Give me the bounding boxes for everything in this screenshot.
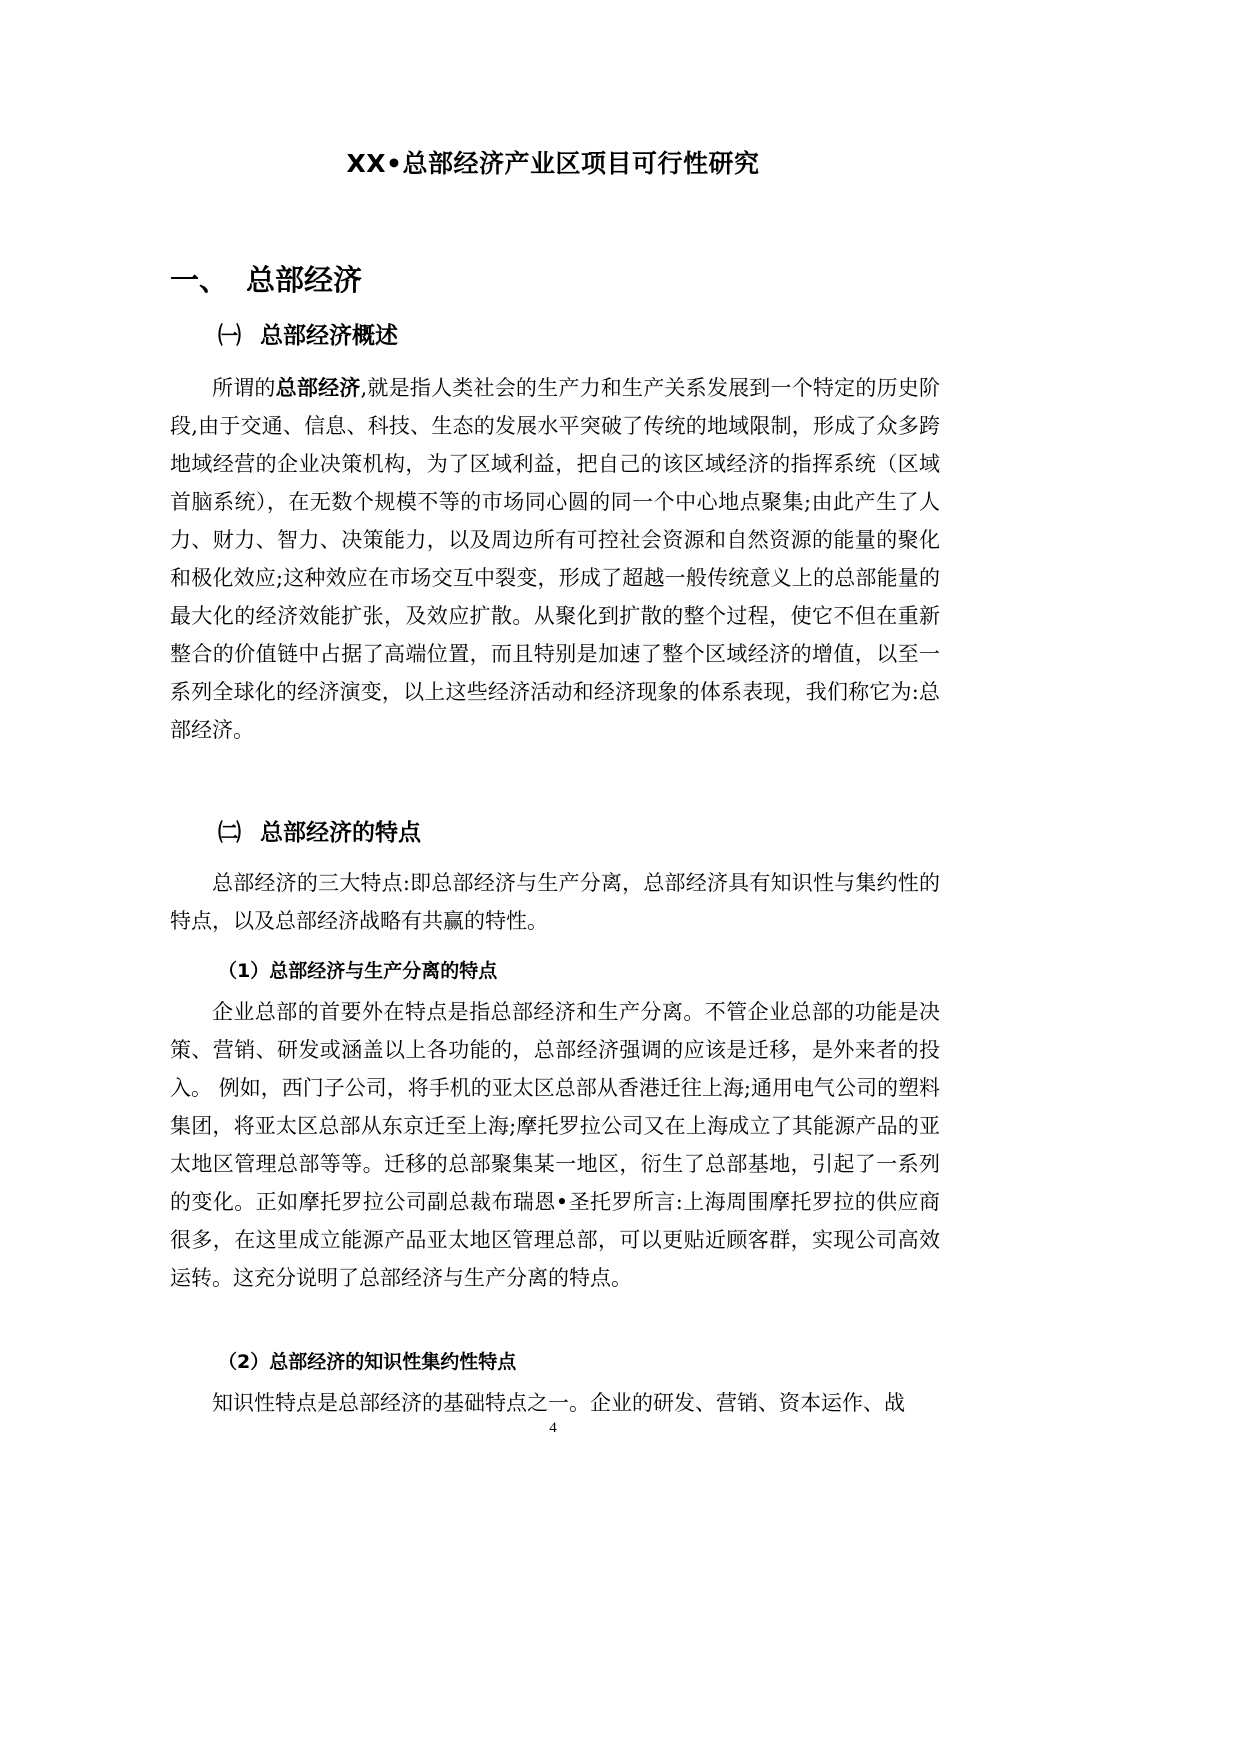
paragraph-lead: 所谓的	[212, 376, 276, 400]
section-heading-features	[218, 815, 421, 851]
chapter-heading	[170, 258, 362, 302]
section-number: ㈠	[218, 323, 241, 349]
subsection-heading-knowledge: （2）总部经济的知识性集约性特点	[218, 1351, 517, 1373]
chapter-title: 总部经济	[246, 263, 363, 297]
overview-paragraph	[170, 369, 940, 749]
subsection-heading-separation: （1）总部经济与生产分离的特点	[218, 960, 498, 982]
chapter-number: 一、	[170, 263, 229, 297]
page-number: 4	[549, 1420, 557, 1436]
knowledge-paragraph: 知识性特点是总部经济的基础特点之一。企业的研发、营销、资本运作、战	[212, 1391, 905, 1415]
paragraph-text: ,就是指人类社会的生产力和生产关系发展到一个特定的历史阶段,由于交通、信息、科技、生态的发展水平突破了传统的地域限制，形成了众多跨地域经营的企业决策机构，为了区域利益，把自己的该区域经济的指挥系统（区域首脑系统），在无数个规模不等的市场同心圆的同一个中心地点聚集;由此产生了人力、财力、智力、决策能力，以及周边所有可控社会资源和自然资源的能量的聚化和极化效应;这种效应在市场交互中裂变，形成了超越一般传统意义上的总部能量的最大化的经济效能扩张，及效应扩散。从聚化到扩散的整个过程，使它不但在重新整合的价值链中占据了高端位置，而且特别是加速了整个区域经济的增值，以至一系列全球化的经济演变，以上这些经济活动和经济现象的体系表现，我们称它为:总部经济。	[170, 376, 941, 742]
separation-paragraph: 企业总部的首要外在特点是指总部经济和生产分离。不管企业总部的功能是决策、营销、研发或涵盖以上各功能的，总部经济强调的应该是迁移，是外来者的投入。 例如，西门子公司，将手机的亚太区总部从香港迁往上海;通用电气公司的塑料集团，将亚太区总部从东京迁至上海;摩托罗拉公司又在上海成立了其能源产品的亚太地区管理总部等等。迁移的总部聚集某一地区，衍生了总部基地，引起了一系列的变化。正如摩托罗拉公司副总裁布瑞恩•圣托罗所言:上海周围摩托罗拉的供应商很多，在这里成立能源产品亚太地区管理总部，可以更贴近顾客群，实现公司高效运转。这充分说明了总部经济与生产分离的特点。	[170, 1000, 940, 1290]
section-title: 总部经济的特点	[260, 820, 421, 846]
section-heading-overview	[218, 318, 398, 354]
document-title: XX•总部经济产业区项目可行性研究	[346, 149, 760, 178]
features-paragraph: 总部经济的三大特点:即总部经济与生产分离，总部经济具有知识性与集约性的特点，以及总部经济战略有共赢的特性。	[170, 871, 940, 933]
section-title: 总部经济概述	[260, 323, 398, 349]
bold-term: 总部经济	[275, 375, 361, 400]
section-number: ㈡	[218, 820, 241, 846]
